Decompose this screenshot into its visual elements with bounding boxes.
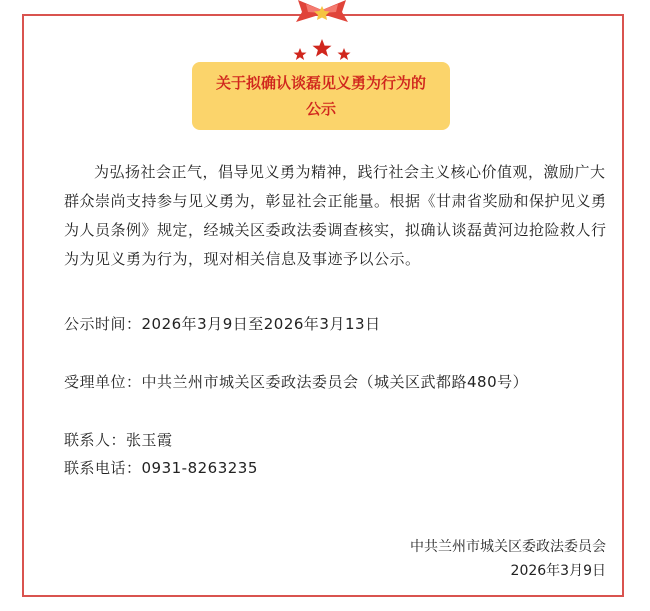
title-line-2: 公示 — [305, 100, 336, 118]
notice-period: 公示时间：2026年3月9日至2026年3月13日 — [64, 315, 381, 333]
stars-decoration — [288, 38, 360, 62]
signature-org: 中共兰州市城关区委政法委员会 — [410, 539, 606, 555]
notice-body: 为弘扬社会正气，倡导见义勇为精神，践行社会主义核心价值观，激励广大群众崇尚支持参与见义勇为，彰显社会正能量。根据《甘肃省奖励和保护见义勇为人员条例》规定，经城关区委政法委调查核实，拟确认谈磊黄河边抢险救人行为为见义勇为行为，现对相关信息及事迹予以公示。 — [64, 163, 607, 268]
signature-date: 2026年3月9日 — [510, 563, 606, 579]
star-icon — [338, 48, 351, 60]
contact-phone: 联系电话：0931-8263235 — [64, 459, 258, 477]
title-banner — [192, 62, 450, 130]
title-line-1: 关于拟确认谈磊见义勇为行为的 — [215, 74, 426, 92]
ribbon-bow-icon — [292, 0, 352, 24]
accepting-unit: 受理单位：中共兰州市城关区委政法委员会（城关区武都路480号） — [64, 373, 529, 391]
contact-person: 联系人：张玉霞 — [64, 431, 173, 449]
star-icon — [313, 39, 332, 57]
star-icon — [294, 48, 307, 60]
